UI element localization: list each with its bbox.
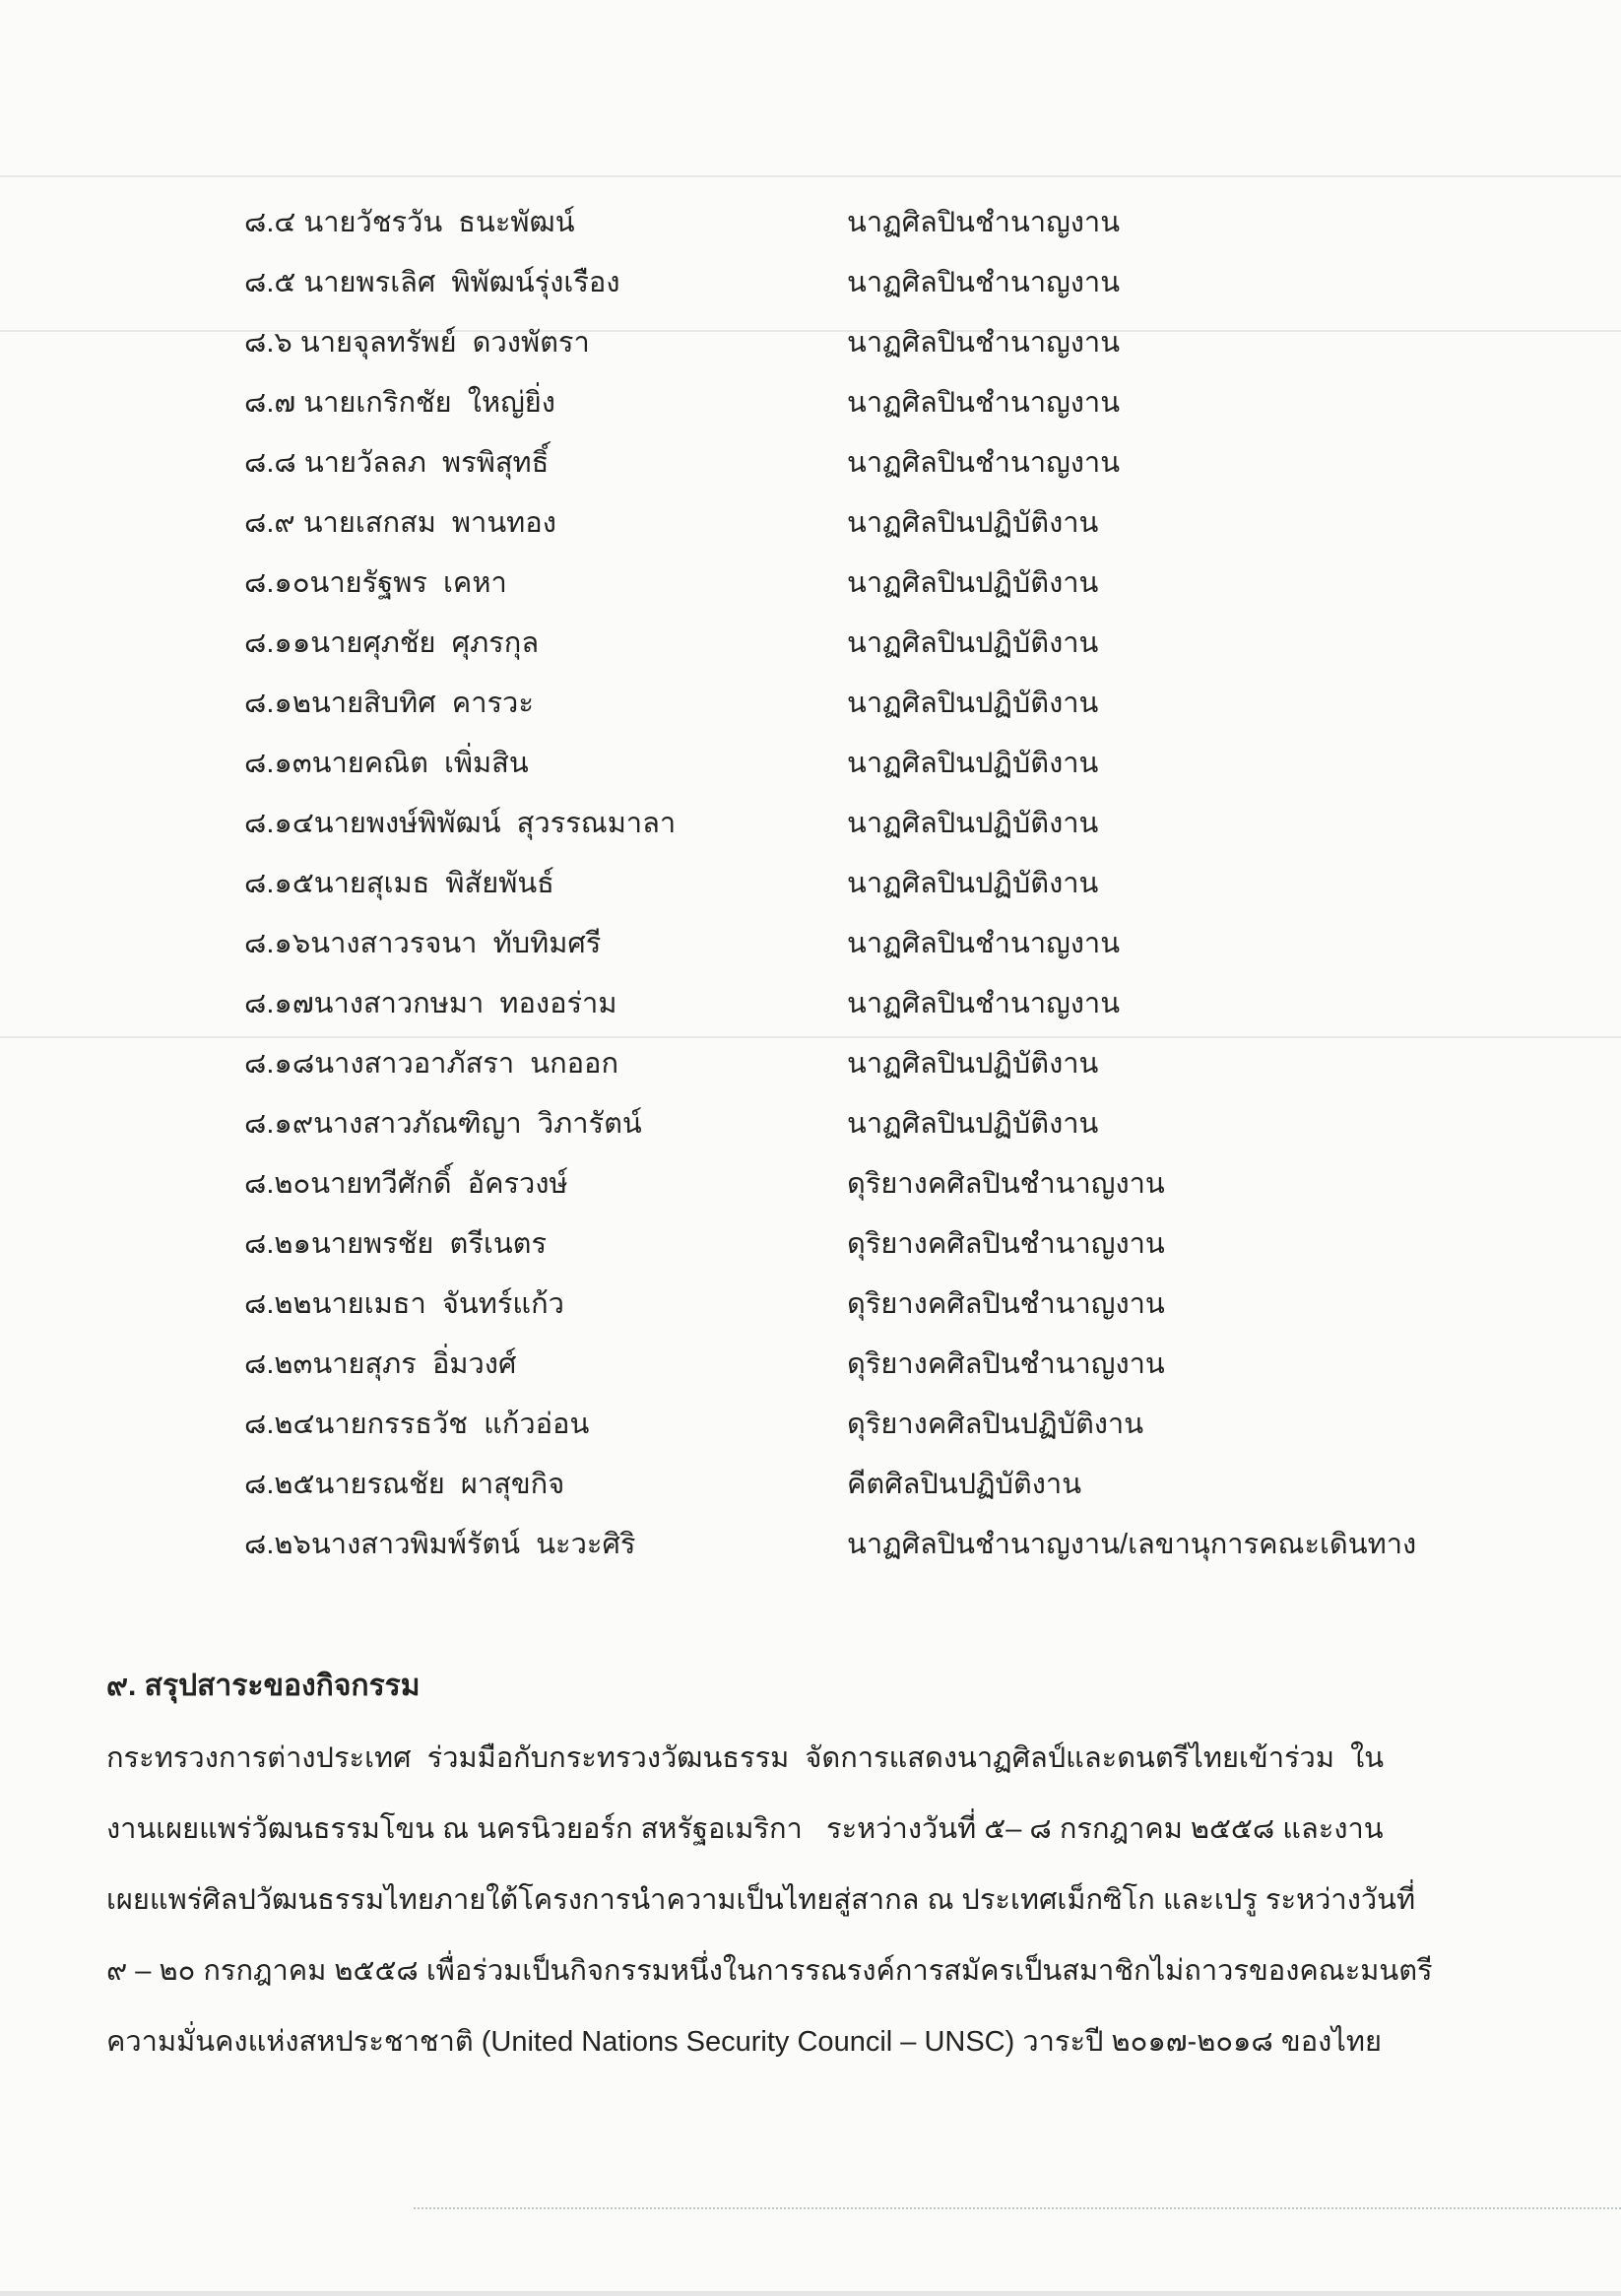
scan-artifact-bottom-band (0, 2291, 1621, 2296)
table-row (0, 914, 1621, 974)
delegate-entry: ๘.๑๖นางสาวรจนา ทับทิมศรี (244, 928, 602, 959)
table-row (0, 1094, 1621, 1154)
table-row (0, 193, 1621, 253)
table-row (0, 614, 1621, 674)
delegate-position: นาฏศิลปินชำนาญงาน (847, 267, 1121, 298)
paragraph-line: ความมั่นคงแห่งสหประชาชาติ (United Nations Security Council – UNSC) วาระปี ๒๐๑๗-๒๐๑๘ ของไทย (106, 2025, 1382, 2058)
delegate-position: คีตศิลปินปฏิบัติงาน (847, 1469, 1082, 1500)
delegate-entry: ๘.๒๒นายเมธา จันทร์แก้ว (244, 1288, 564, 1320)
delegate-entry: ๘.๘ นายวัลลภ พรพิสุทธิ์ (244, 447, 550, 479)
table-row (0, 1335, 1621, 1395)
table-row (0, 1154, 1621, 1214)
delegate-entry: ๘.๑๓นายคณิต เพิ่มสิน (244, 748, 529, 779)
delegate-entry: ๘.๕ นายพรเลิศ พิพัฒน์รุ่งเรือง (244, 267, 620, 298)
table-row (0, 253, 1621, 313)
paragraph-line: เผยแพร่ศิลปวัฒนธรรมไทยภายใต้โครงการนำความเป็นไทยสู่สากล ณ ประเทศเม็กซิโก และเปรู ระหว่างวันที่ (106, 1883, 1416, 1916)
delegate-entry: ๘.๙ นายเสกสม พานทอง (244, 507, 556, 539)
delegate-position: นาฏศิลปินชำนาญงาน (847, 327, 1121, 359)
delegate-entry: ๘.๖ นายจุลทรัพย์ ดวงพัตรา (244, 327, 590, 359)
delegate-entry: ๘.๑๐นายรัฐพร เคหา (244, 567, 507, 599)
table-row (0, 493, 1621, 554)
table-row (0, 794, 1621, 854)
delegate-position: นาฏศิลปินปฏิบัติงาน (847, 627, 1099, 659)
delegate-entry: ๘.๒๔นายกรรธวัช แก้วอ่อน (244, 1409, 590, 1440)
delegate-entry: ๘.๑๑นายศุภชัย ศุภรกุล (244, 627, 540, 659)
table-row (0, 1275, 1621, 1335)
delegate-position: นาฏศิลปินชำนาญงาน (847, 928, 1121, 959)
delegate-entry: ๘.๑๙นางสาวภัณฑิญา วิภารัตน์ (244, 1108, 642, 1140)
table-row (0, 554, 1621, 614)
table-row (0, 433, 1621, 493)
delegate-list (0, 193, 1621, 1575)
table-row (0, 1214, 1621, 1275)
paragraph-line: กระทรวงการต่างประเทศ ร่วมมือกับกระทรวงวัฒนธรรม จัดการแสดงนาฏศิลป์และดนตรีไทยเข้าร่วม ใน (106, 1741, 1385, 1774)
delegate-entry: ๘.๒๕นายรณชัย ผาสุขกิจ (244, 1469, 565, 1500)
delegate-entry: ๘.๑๘นางสาวอาภัสรา นกออก (244, 1048, 619, 1080)
delegate-position: นาฏศิลปินปฏิบัติงาน (847, 748, 1099, 779)
delegate-position: นาฏศิลปินปฏิบัติงาน (847, 507, 1099, 539)
delegate-entry: ๘.๗ นายเกริกชัย ใหญ่ยิ่ง (244, 387, 555, 419)
delegate-position: นาฏศิลปินชำนาญงาน (847, 447, 1121, 479)
delegate-entry: ๘.๒๖นางสาวพิมพ์รัตน์ นะวะศิริ (244, 1529, 636, 1560)
delegate-position: นาฏศิลปินปฏิบัติงาน (847, 868, 1099, 899)
delegate-entry: ๘.๔ นายวัชรวัน ธนะพัฒน์ (244, 207, 575, 238)
delegate-position: ดุริยางคศิลปินชำนาญงาน (847, 1168, 1165, 1200)
delegate-position: นาฏศิลปินชำนาญงาน (847, 988, 1121, 1019)
section-heading: ๙. สรุปสาระของกิจกรรม (106, 1670, 421, 1702)
delegate-entry: ๘.๒๐นายทวีศักดิ์ อัครวงษ์ (244, 1168, 568, 1200)
delegate-position: นาฏศิลปินชำนาญงาน/เลขานุการคณะเดินทาง (847, 1529, 1417, 1560)
delegate-entry: ๘.๑๔นายพงษ์พิพัฒน์ สุวรรณมาลา (244, 808, 677, 839)
delegate-position: นาฏศิลปินปฏิบัติงาน (847, 567, 1099, 599)
table-row (0, 674, 1621, 734)
delegate-position: นาฏศิลปินปฏิบัติงาน (847, 1048, 1099, 1080)
delegate-position: นาฏศิลปินปฏิบัติงาน (847, 688, 1099, 719)
delegate-position: นาฏศิลปินชำนาญงาน (847, 207, 1121, 238)
table-row (0, 974, 1621, 1034)
scan-artifact-line (0, 175, 1621, 177)
delegate-entry: ๘.๒๓นายสุภร อิ่มวงศ์ (244, 1348, 517, 1380)
delegate-position: ดุริยางคศิลปินชำนาญงาน (847, 1288, 1165, 1320)
delegate-entry: ๘.๒๑นายพรชัย ตรีเนตร (244, 1228, 548, 1260)
delegate-entry: ๘.๑๒นายสิบทิศ คารวะ (244, 688, 534, 719)
delegate-entry: ๘.๑๗นางสาวกษมา ทองอร่าม (244, 988, 617, 1019)
table-row (0, 734, 1621, 794)
scan-artifact-dotted-line (414, 2207, 1621, 2209)
delegate-position: นาฏศิลปินปฏิบัติงาน (847, 1108, 1099, 1140)
paragraph-line: งานเผยแพร่วัฒนธรรมโขน ณ นครนิวยอร์ก สหรัฐอเมริกา ระหว่างวันที่ ๕– ๘ กรกฎาคม ๒๕๕๘ และงาน (106, 1812, 1384, 1845)
delegate-position: นาฏศิลปินปฏิบัติงาน (847, 808, 1099, 839)
table-row (0, 854, 1621, 914)
delegate-position: ดุริยางคศิลปินชำนาญงาน (847, 1348, 1165, 1380)
table-row (0, 1034, 1621, 1094)
summary-paragraph (106, 1723, 1544, 2077)
paragraph-line: ๙ – ๒๐ กรกฎาคม ๒๕๕๘ เพื่อร่วมเป็นกิจกรรมหนึ่งในการรณรงค์การสมัครเป็นสมาชิกไม่ถาวรของคณะมนตรี (106, 1954, 1433, 1987)
activity-summary-section (106, 1667, 1544, 2077)
table-row (0, 1455, 1621, 1515)
delegate-position: ดุริยางคศิลปินปฏิบัติงาน (847, 1409, 1144, 1440)
table-row (0, 1395, 1621, 1455)
table-row (0, 1515, 1621, 1575)
delegate-entry: ๘.๑๕นายสุเมธ พิสัยพันธ์ (244, 868, 554, 899)
table-row (0, 313, 1621, 373)
table-row (0, 373, 1621, 433)
delegate-position: นาฏศิลปินชำนาญงาน (847, 387, 1121, 419)
delegate-position: ดุริยางคศิลปินชำนาญงาน (847, 1228, 1165, 1260)
